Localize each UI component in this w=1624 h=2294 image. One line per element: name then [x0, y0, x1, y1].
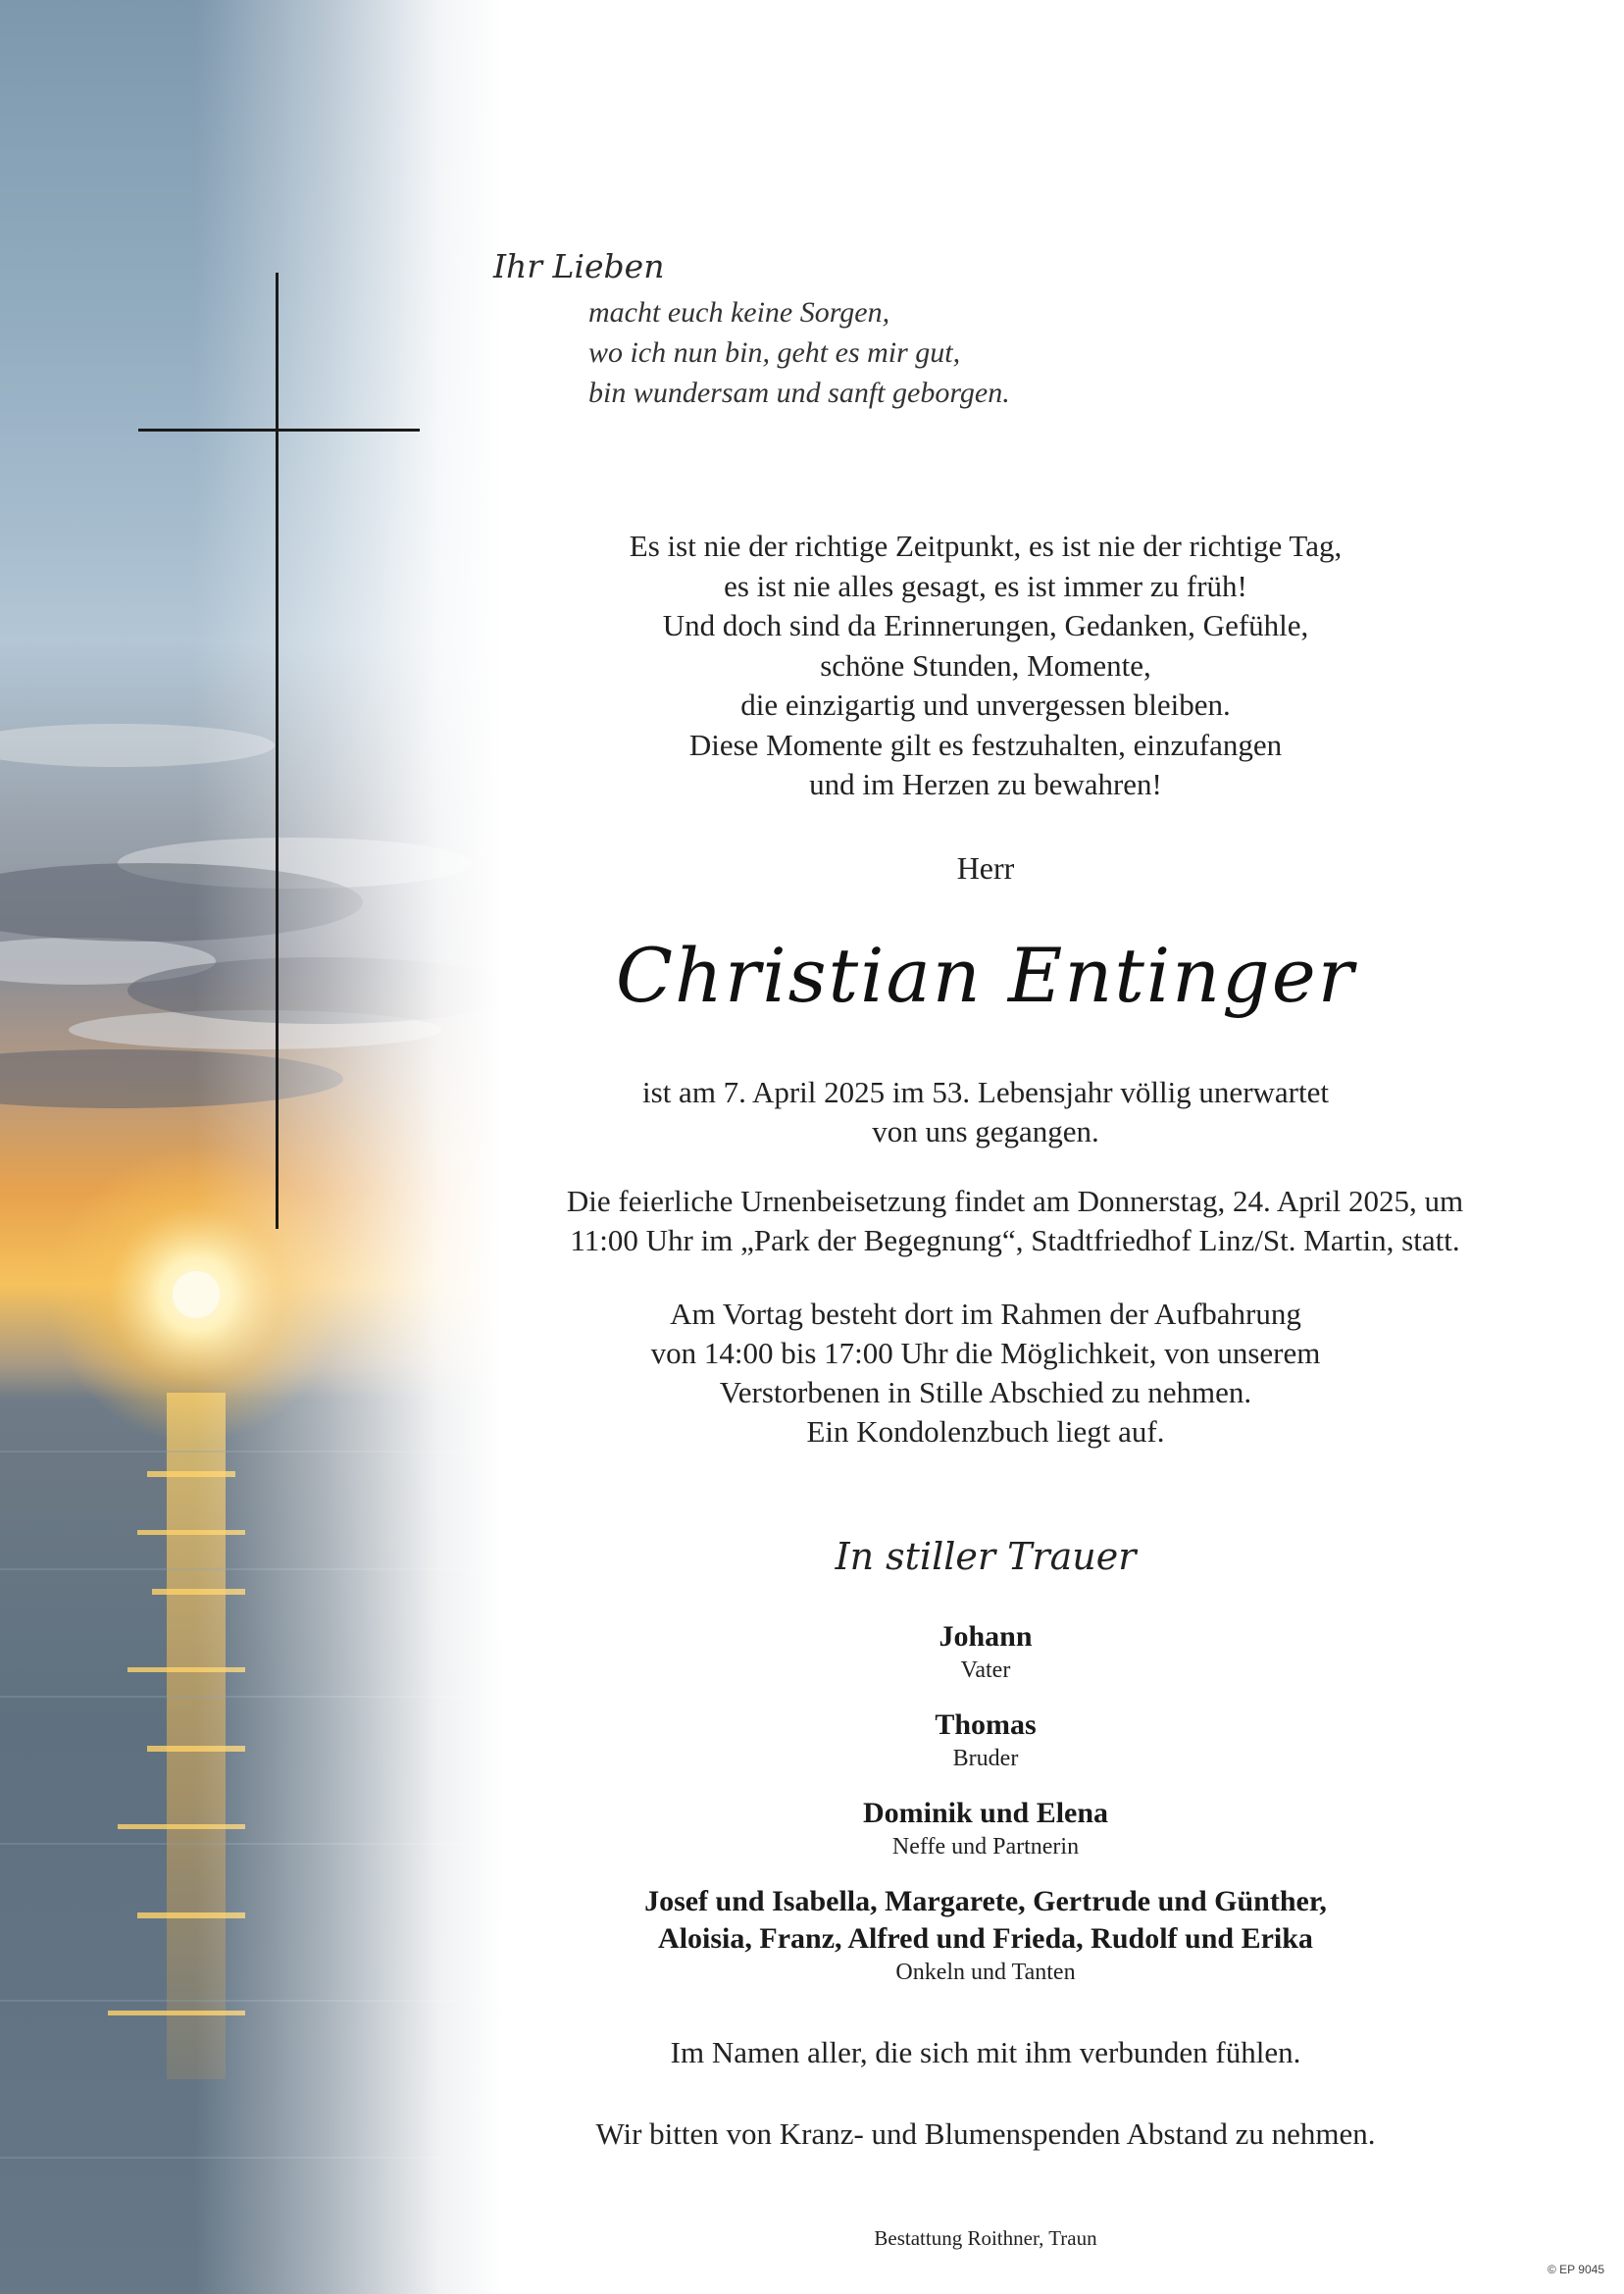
poem-line: bin wundersam und sanft geborgen.	[588, 377, 1010, 409]
mourner-relation: Bruder	[952, 1746, 1019, 1771]
verse-line: und im Herzen zu bewahren!	[809, 767, 1162, 801]
viewing-info-line: Ein Kondolenzbuch liegt auf.	[806, 1414, 1165, 1449]
verse-line: es ist nie alles gesagt, es ist immer zu früh!	[724, 568, 1247, 603]
mourner-relation: Neffe und Partnerin	[891, 1834, 1080, 1860]
memorial-verse	[412, 527, 1559, 805]
funeral-info	[461, 1182, 1569, 1260]
viewing-info-line: von 14:00 bis 17:00 Uhr die Möglichkeit, von unserem	[650, 1336, 1321, 1370]
funeral-info-line: Die feierliche Urnenbeisetzung findet am Donnerstag, 24. April 2025, um	[566, 1184, 1464, 1218]
poem-heading: Ihr Lieben	[493, 247, 665, 285]
mourner-relation: Vater	[960, 1657, 1011, 1683]
poem-line: macht euch keine Sorgen,	[588, 296, 890, 329]
mourner-name: Aloisia, Franz, Alfred und Frieda, Rudolf und Erika	[658, 1922, 1313, 1955]
verse-line: die einzigartig und unvergessen bleiben.	[740, 688, 1231, 722]
viewing-info	[412, 1295, 1559, 1452]
mourner-name: Johann	[939, 1620, 1033, 1653]
viewing-info-line: Am Vortag besteht dort im Rahmen der Aufbahrung	[670, 1297, 1301, 1331]
mourner-name: Thomas	[935, 1708, 1037, 1741]
death-notice	[412, 1073, 1559, 1151]
mourning-heading: In stiller Trauer	[835, 1535, 1137, 1578]
poem-lines	[588, 292, 1275, 413]
undertaker-name: Bestattung Roithner, Traun	[874, 2226, 1097, 2250]
mourner-relation: Onkeln und Tanten	[895, 1960, 1076, 1985]
death-notice-line: ist am 7. April 2025 im 53. Lebensjahr völlig unerwartet	[642, 1075, 1329, 1109]
cross-icon-horizontal	[138, 429, 420, 432]
closing-line: Wir bitten von Kranz- und Blumenspenden Abstand zu nehmen.	[595, 2116, 1376, 2151]
mourner-name: Josef und Isabella, Margarete, Gertrude und Günther,	[644, 1885, 1327, 1917]
poem-line: wo ich nun bin, geht es mir gut,	[588, 336, 961, 369]
verse-line: Diese Momente gilt es festzuhalten, einzufangen	[688, 727, 1283, 762]
verse-line: schöne Stunden, Momente,	[820, 647, 1151, 683]
mourners-list	[412, 1618, 1559, 1987]
mourner-name: Dominik und Elena	[862, 1797, 1109, 1829]
verse-line: Es ist nie der richtige Zeitpunkt, es ist nie der richtige Tag,	[629, 529, 1343, 563]
closing-line: Im Namen aller, die sich mit ihm verbunden fühlen.	[670, 2035, 1301, 2069]
viewing-info-line: Verstorbenen in Stille Abschied zu nehmen.	[719, 1375, 1252, 1409]
funeral-info-line: 11:00 Uhr im „Park der Begegnung“, Stadtfriedhof Linz/St. Martin, statt.	[570, 1223, 1460, 1257]
cross-icon-vertical	[276, 273, 279, 1229]
template-code: © EP 9045	[1548, 2263, 1604, 2276]
verse-line: Und doch sind da Erinnerungen, Gedanken, Gefühle,	[662, 608, 1309, 642]
deceased-name: Christian Entinger	[615, 932, 1356, 1019]
salutation: Herr	[956, 850, 1015, 886]
death-notice-line: von uns gegangen.	[872, 1114, 1099, 1148]
